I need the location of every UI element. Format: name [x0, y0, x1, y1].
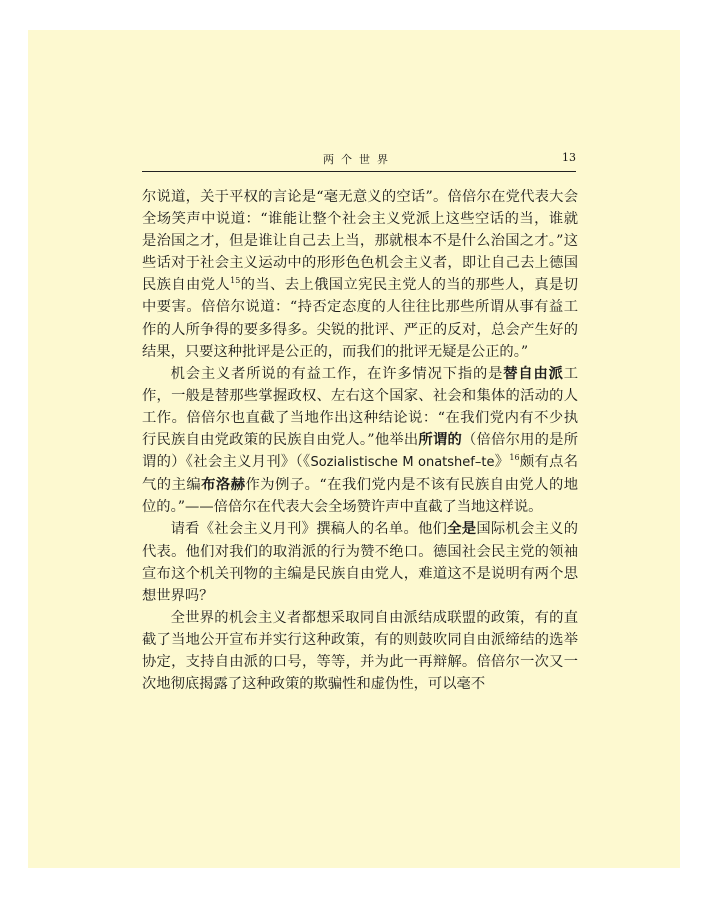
emphasis-text: 布洛赫: [201, 477, 246, 494]
body-text: [142, 186, 578, 695]
text-segment: 》: [494, 454, 510, 471]
text-segment: 请看《社会主义月刊》撰稿人的名单。他们: [170, 521, 448, 538]
text-segment: 机会主义者所说的有益工作，在许多情况下指的是: [170, 365, 504, 382]
text-segment: 作为例子。“在我们党内是不该有民族自由党人的地位的。”——倍倍尔在代表大会全场赞许声中直截了当地这样说。: [142, 477, 579, 516]
journal-title-latin: Sozialistische M onatshef–te: [310, 455, 495, 471]
text-segment: 颇有点名气的主编: [142, 454, 579, 494]
paragraph: [142, 607, 578, 695]
page-number: 13: [562, 151, 576, 164]
footnote-ref: 15: [230, 276, 241, 286]
text-segment: 国际机会主义的代表。他们对我们的取消派的行为赞不绝口。德国社会民主党的领袖宣布这个机关刊物的主编是民族自由党人，难道这不是说明有两个思想世界吗？: [142, 521, 579, 604]
text-segment: 全世界的机会主义者都想采取同自由派结成联盟的政策，有的直截了当地公开宣布并实行这种政策，有的则鼓吹同自由派缔结的选举协定，支持自由派的口号，等等，并为此一再辩解。倍倍尔一次又一次地彻底揭露了这种政策的欺骗性和虚伪性，可以毫不: [142, 609, 578, 693]
paragraph: [142, 186, 578, 363]
running-header: [142, 149, 576, 172]
running-title: 两个世界: [323, 153, 395, 166]
text-segment: （倍倍尔用的是所谓的）《社会主义月刊》（《: [142, 432, 579, 471]
footnote-ref: 16: [509, 453, 520, 463]
emphasis-text: 所谓的: [418, 432, 463, 449]
emphasis-text: 替自由派: [503, 365, 564, 382]
emphasis-text: 全是: [447, 521, 477, 538]
paragraph: [142, 363, 578, 519]
text-segment: 的当、去上俄国立宪民主党人的当的那些人，真是切中要害。倍倍尔说道：“持否定态度的人往往比那些所谓从事有益工作的人所争得的要多得多。尖锐的批评、严正的反对，总会产生好的结果，只要这种批评是公正的，而我们的批评无疑是公正的。”: [142, 277, 579, 360]
paragraph: [142, 518, 578, 606]
text-segment: 工作，一般是替那些掌握政权、左右这个国家、社会和集体的活动的人工作。倍倍尔也直截了当地作出这种结论说：“在我们党内有不少执行民族自由党政策的民族自由党人。”他举出: [142, 365, 579, 449]
text-segment: 尔说道，关于平权的言论是“毫无意义的空话”。倍倍尔在党代表大会全场笑声中说道：“谁能让整个社会主义党派上这些空话的当，谁就是治国之才，但是谁让自己去上当，那就根本不是什么治国之才。”这些话对于社会主义运动中的形形色色机会主义者，即让自己去上德国民族自由党人: [142, 189, 578, 294]
